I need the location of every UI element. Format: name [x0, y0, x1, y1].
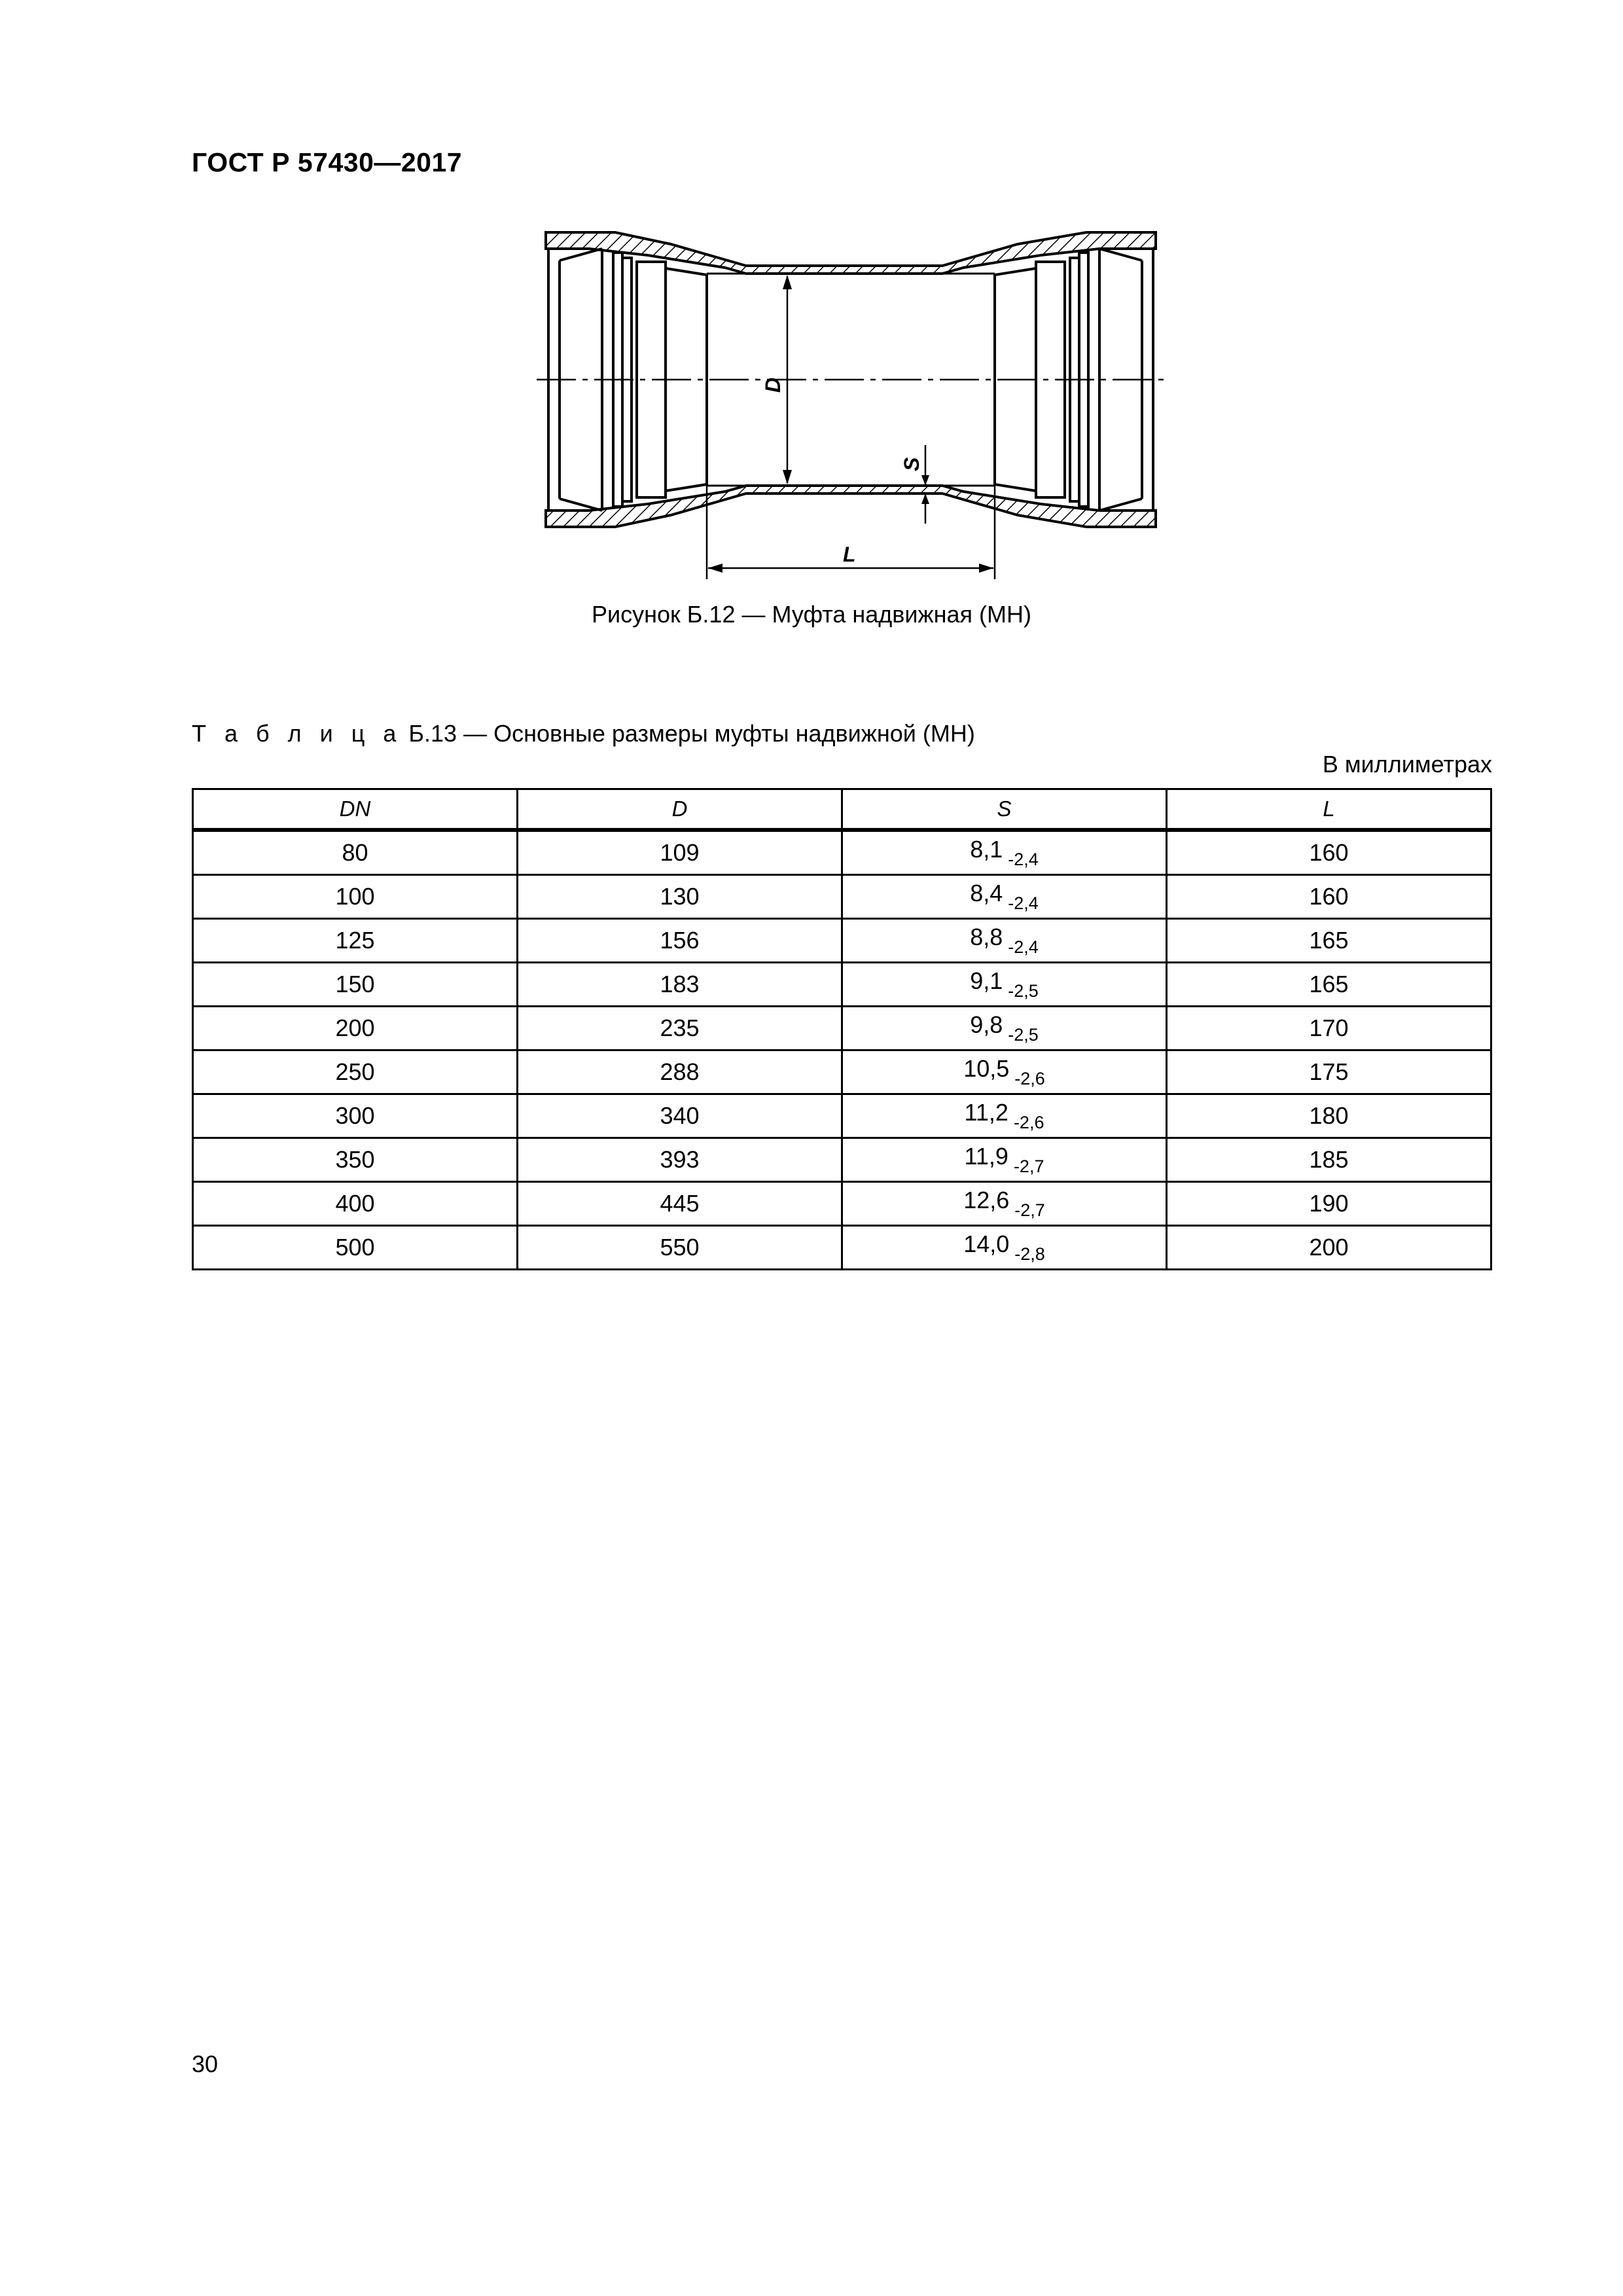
cell-d: 130: [518, 875, 842, 919]
cell-s-tolerance: -2,6: [1014, 1069, 1045, 1088]
cell-s: [842, 1138, 1167, 1182]
cell-d: 156: [518, 919, 842, 963]
cell-dn: 400: [193, 1182, 518, 1226]
table-row: [193, 1138, 1491, 1182]
dimension-s-label: S: [900, 457, 923, 471]
cell-s: [842, 1182, 1167, 1226]
cell-dn: 80: [193, 830, 518, 875]
cell-s-value: 8,1: [970, 836, 1003, 863]
table-title-label: Т а б л и ц а: [192, 720, 402, 747]
table-title: [192, 720, 975, 747]
cell-s-value: 10,5: [963, 1055, 1010, 1082]
table-row: [193, 830, 1491, 875]
cell-dn: 125: [193, 919, 518, 963]
table-row: [193, 1007, 1491, 1050]
cell-s-value: 8,8: [970, 924, 1003, 950]
cell-dn: 500: [193, 1226, 518, 1270]
cell-s-tolerance: -2,6: [1013, 1113, 1044, 1132]
cell-s-tolerance: -2,5: [1008, 981, 1039, 1001]
dimensions-table: [192, 788, 1492, 1270]
cell-s-tolerance: -2,5: [1008, 1025, 1039, 1045]
cell-d: 445: [518, 1182, 842, 1226]
cell-l: 170: [1167, 1007, 1491, 1050]
document-header: ГОСТ Р 57430—2017: [192, 147, 463, 177]
page-number: 30: [192, 2051, 219, 2077]
cell-s: [842, 1007, 1167, 1050]
column-header-s: S: [842, 789, 1167, 831]
cell-l: 160: [1167, 875, 1491, 919]
cell-l: 180: [1167, 1094, 1491, 1138]
cell-d: 109: [518, 830, 842, 875]
cell-l: 160: [1167, 830, 1491, 875]
table-row: [193, 1226, 1491, 1270]
cell-s-value: 9,8: [970, 1011, 1003, 1038]
cell-s: [842, 963, 1167, 1007]
cell-s: [842, 1050, 1167, 1094]
cell-s-value: 8,4: [970, 880, 1003, 906]
cell-d: 288: [518, 1050, 842, 1094]
cell-s-tolerance: -2,4: [1008, 850, 1039, 869]
cell-l: 185: [1167, 1138, 1491, 1182]
cell-dn: 200: [193, 1007, 518, 1050]
cell-s-tolerance: -2,4: [1008, 937, 1039, 957]
cell-s-value: 9,1: [970, 967, 1003, 994]
cell-s: [842, 919, 1167, 963]
cell-s-tolerance: -2,8: [1014, 1244, 1045, 1264]
column-header-l: L: [1167, 789, 1491, 831]
table-row: [193, 1182, 1491, 1226]
table-row: [193, 963, 1491, 1007]
cell-dn: 300: [193, 1094, 518, 1138]
cell-dn: 250: [193, 1050, 518, 1094]
cell-s-tolerance: -2,7: [1013, 1157, 1044, 1176]
table-body: [193, 830, 1491, 1270]
cell-d: 183: [518, 963, 842, 1007]
table-row: [193, 1050, 1491, 1094]
column-header-dn: DN: [193, 789, 518, 831]
cell-s-value: 14,0: [963, 1230, 1010, 1257]
table-title-text: Б.13 — Основные размеры муфты надвижной (МН): [402, 720, 975, 747]
cell-l: 165: [1167, 963, 1491, 1007]
cell-l: 175: [1167, 1050, 1491, 1094]
table-header-row: [193, 789, 1491, 831]
cell-s: [842, 1094, 1167, 1138]
table-units: В миллиметрах: [1322, 751, 1492, 778]
cell-s-tolerance: -2,7: [1014, 1200, 1045, 1220]
dimension-d-label: D: [761, 377, 785, 393]
cell-s-value: 12,6: [963, 1187, 1010, 1213]
cell-d: 393: [518, 1138, 842, 1182]
table-row: [193, 1094, 1491, 1138]
cell-l: 190: [1167, 1182, 1491, 1226]
cell-s-value: 11,9: [964, 1143, 1008, 1170]
cell-l: 165: [1167, 919, 1491, 963]
cell-s: [842, 830, 1167, 875]
cell-dn: 150: [193, 963, 518, 1007]
cell-d: 550: [518, 1226, 842, 1270]
cell-l: 200: [1167, 1226, 1491, 1270]
column-header-d: D: [518, 789, 842, 831]
cell-s-value: 11,2: [964, 1099, 1008, 1126]
table-row: [193, 919, 1491, 963]
coupling-drawing: [524, 216, 1178, 583]
cell-dn: 350: [193, 1138, 518, 1182]
cell-d: 340: [518, 1094, 842, 1138]
cell-s: [842, 1226, 1167, 1270]
dimension-l-label: L: [843, 543, 856, 566]
table-row: [193, 875, 1491, 919]
figure-caption: Рисунок Б.12 — Муфта надвижная (МН): [592, 601, 1031, 628]
cell-s: [842, 875, 1167, 919]
cell-dn: 100: [193, 875, 518, 919]
cell-s-tolerance: -2,4: [1008, 893, 1039, 913]
cell-d: 235: [518, 1007, 842, 1050]
